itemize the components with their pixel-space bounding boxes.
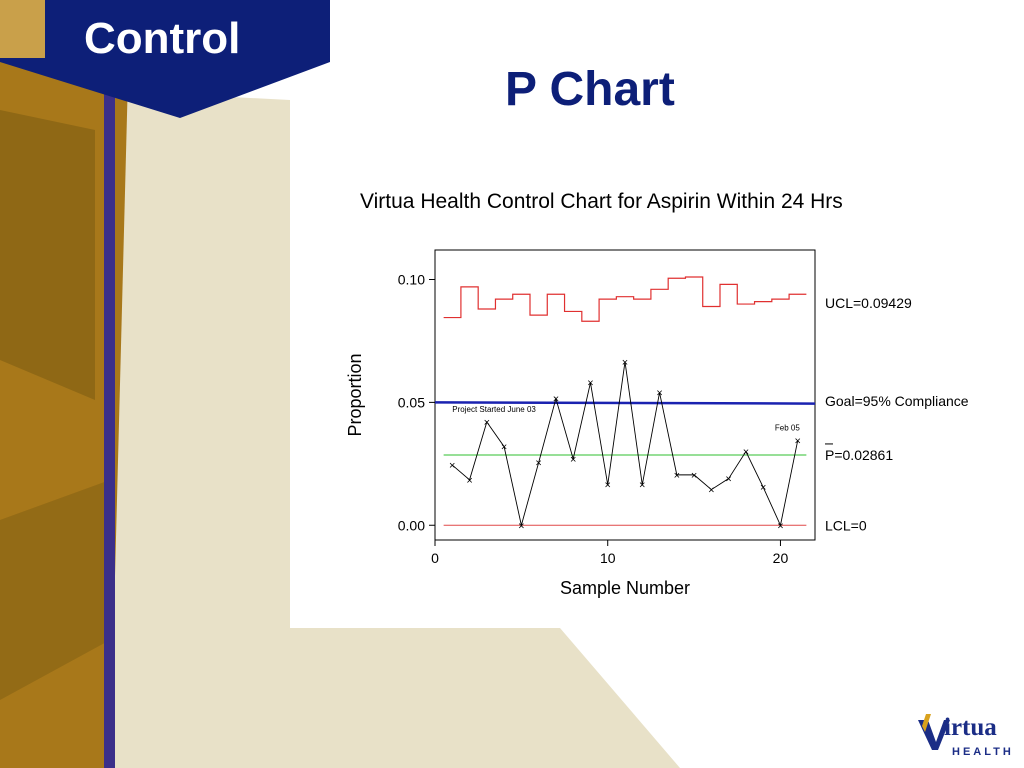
background-shade-band: [0, 110, 95, 400]
data-point: ×: [639, 479, 646, 492]
x-axis-label: Sample Number: [559, 578, 691, 598]
page-title: P Chart: [505, 63, 675, 116]
y-tick-label: 0.05: [397, 394, 425, 411]
logo-wordmark: irtua: [944, 714, 997, 741]
background-vertical-bar: [104, 60, 115, 768]
chart-title: Virtua Health Control Chart for Aspirin Within 24 Hrs: [360, 190, 843, 213]
data-point: ×: [449, 460, 456, 473]
data-point: ×: [535, 457, 542, 470]
data-point: ×: [759, 482, 767, 495]
virtua-logo: [916, 712, 1020, 764]
x-tick-label: 10: [599, 550, 616, 566]
y-tick-label: 0.00: [397, 517, 425, 534]
data-point: ×: [690, 469, 698, 482]
data-point: ×: [500, 441, 508, 454]
x-tick-label: 20: [772, 550, 789, 566]
section-tag-label: Control: [84, 14, 241, 63]
data-point: ×: [587, 377, 594, 390]
ucl-step-line: [444, 277, 807, 321]
data-point: ×: [708, 484, 715, 497]
data-point: ×: [742, 446, 750, 459]
data-point: ×: [604, 479, 611, 492]
p-chart: [330, 240, 1000, 610]
y-tick-label: 0.10: [397, 271, 425, 288]
lcl-label: LCL=0: [825, 517, 867, 534]
data-point: ×: [777, 520, 784, 533]
section-tag-gold-corner: [0, 0, 45, 58]
data-point: ×: [483, 417, 491, 430]
data-point: ×: [656, 387, 663, 400]
data-point: ×: [725, 473, 732, 486]
data-point: ×: [518, 520, 525, 533]
data-point: ×: [673, 469, 681, 482]
annotation-project-start: Project Started June 03: [452, 405, 536, 415]
annotation-feb-05: Feb 05: [774, 423, 800, 433]
data-point: ×: [794, 435, 801, 448]
x-tick-label: 0: [431, 550, 439, 566]
data-point: ×: [569, 453, 577, 466]
goal-line: [435, 402, 815, 403]
logo-subtitle: HEALTH: [952, 746, 1014, 758]
p-bar-label: P=0.02861: [825, 446, 894, 463]
y-axis-label: Proportion: [345, 353, 365, 437]
data-point: ×: [552, 393, 560, 406]
data-point: ×: [466, 474, 473, 487]
goal-label: Goal=95% Compliance: [825, 393, 969, 410]
plot-frame: [435, 250, 815, 540]
data-point: ×: [621, 356, 629, 369]
ucl-label: UCL=0.09429: [825, 294, 912, 311]
